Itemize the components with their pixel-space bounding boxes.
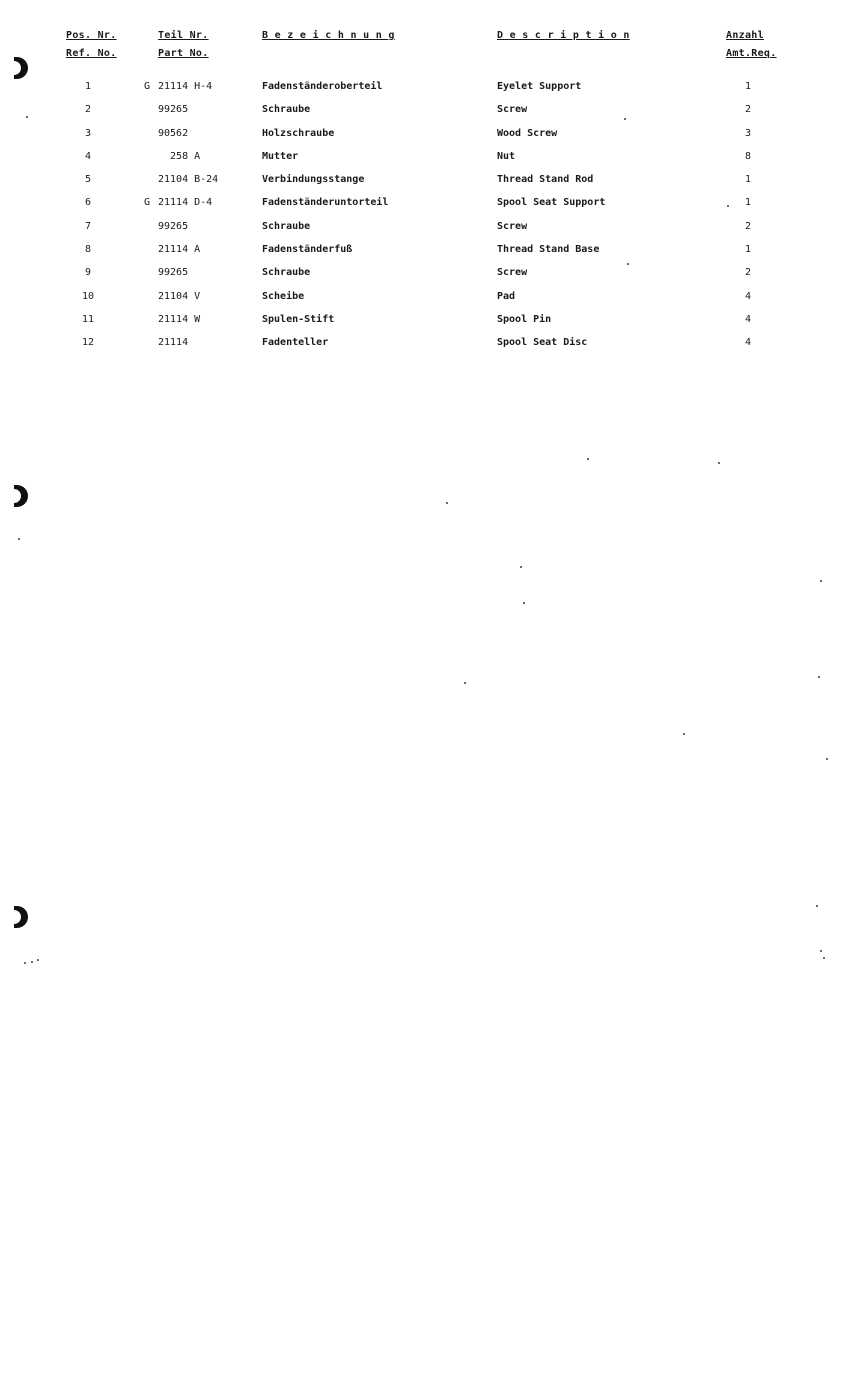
part-number: 21114 [158, 337, 189, 349]
scan-speck [26, 116, 28, 118]
scan-speck [820, 580, 822, 582]
table-row [0, 332, 850, 355]
german-name: Scheibe [262, 290, 305, 302]
english-description: Pad [497, 290, 516, 302]
ref-number: 11 [81, 313, 95, 325]
german-name: Fadenständeruntorteil [262, 197, 389, 209]
quantity: 1 [744, 197, 752, 209]
quantity: 1 [744, 174, 752, 186]
part-number: 99265 [158, 104, 189, 116]
ref-number: 6 [84, 197, 92, 209]
quantity: 4 [744, 290, 752, 302]
scan-speck [624, 118, 626, 120]
scan-speck [727, 205, 729, 207]
scan-speck [816, 905, 818, 907]
german-name: Schraube [262, 104, 311, 116]
group-marker: G [144, 197, 151, 209]
scan-speck [826, 758, 828, 760]
table-row [0, 216, 850, 239]
ref-number: 7 [84, 220, 92, 232]
part-number: 90562 [158, 127, 189, 139]
quantity: 4 [744, 337, 752, 349]
quantity: 2 [744, 220, 752, 232]
scan-speck [627, 263, 629, 265]
german-name: Schraube [262, 220, 311, 232]
german-name: Holzschraube [262, 127, 335, 139]
header-bezeichnung [262, 27, 395, 45]
header-part-en: Part No. [158, 48, 209, 59]
part-number: 21114 H-4 [158, 81, 213, 92]
ref-number: 2 [84, 104, 92, 116]
part-number: 258 A [158, 150, 201, 162]
header-part-nr [158, 27, 209, 63]
parts-table [0, 76, 850, 356]
binder-hole-bottom [14, 906, 28, 928]
part-number: 21114 W [158, 313, 201, 325]
english-description: Spool Seat Support [497, 197, 606, 209]
header-qty-de: Anzahl [726, 30, 764, 41]
header-desc-label: D e s c r i p t i o n [497, 30, 630, 41]
table-row [0, 309, 850, 332]
table-row [0, 192, 850, 215]
scan-speck [18, 538, 20, 540]
german-name: Schraube [262, 267, 311, 279]
ref-number: 9 [84, 267, 92, 279]
quantity: 4 [744, 313, 752, 325]
header-qty-en: Amt.Req. [726, 48, 777, 59]
header-part-de: Teil Nr. [158, 30, 209, 41]
ref-number: 5 [84, 174, 92, 186]
german-name: Verbindungsstange [262, 174, 365, 186]
english-description: Spool Seat Disc [497, 337, 588, 349]
binder-hole-middle [14, 485, 28, 507]
part-number: 21114 A [158, 244, 201, 256]
part-number: 99265 [158, 220, 189, 232]
english-description: Spool Pin [497, 313, 552, 325]
table-row [0, 169, 850, 192]
ref-number: 4 [84, 150, 92, 162]
part-number: 21104 B-24 [158, 174, 219, 186]
scan-speck [31, 961, 33, 963]
ref-number: 10 [81, 290, 95, 302]
scan-speck [446, 502, 448, 504]
scan-speck [37, 959, 39, 961]
scan-speck [587, 458, 589, 460]
part-number: 21114 D-4 [158, 197, 213, 209]
english-description: Screw [497, 104, 528, 116]
ref-number: 8 [84, 244, 92, 256]
scan-speck [464, 682, 466, 684]
scan-speck [823, 957, 825, 959]
english-description: Screw [497, 267, 528, 279]
group-marker: G [144, 81, 151, 92]
german-name: Fadenständerfuß [262, 244, 353, 256]
header-pos-en: Ref. No. [66, 48, 117, 59]
english-description: Wood Screw [497, 127, 558, 139]
part-number: 21104 V [158, 290, 201, 302]
english-description: Screw [497, 220, 528, 232]
scan-speck [818, 676, 820, 678]
english-description: Eyelet Support [497, 81, 582, 92]
table-row [0, 146, 850, 169]
german-name: Spulen-Stift [262, 313, 335, 325]
german-name: Fadenteller [262, 337, 329, 349]
quantity: 8 [744, 150, 752, 162]
quantity: 3 [744, 127, 752, 139]
table-row [0, 76, 850, 99]
table-row [0, 123, 850, 146]
table-row [0, 99, 850, 122]
header-pos-de: Pos. Nr. [66, 30, 117, 41]
scan-speck [523, 602, 525, 604]
table-row [0, 262, 850, 285]
scan-speck [683, 733, 685, 735]
header-quantity [726, 27, 777, 63]
scan-speck [718, 462, 720, 464]
english-description: Nut [497, 150, 516, 162]
quantity: 1 [744, 81, 752, 92]
header-description [497, 27, 630, 45]
part-number: 99265 [158, 267, 189, 279]
quantity: 2 [744, 104, 752, 116]
german-name: Mutter [262, 150, 299, 162]
ref-number: 12 [81, 337, 95, 349]
scan-speck [820, 950, 822, 952]
quantity: 2 [744, 267, 752, 279]
ref-number: 1 [84, 81, 92, 92]
header-pos-nr [66, 27, 117, 63]
quantity: 1 [744, 244, 752, 256]
english-description: Thread Stand Base [497, 244, 600, 256]
german-name: Fadenständeroberteil [262, 81, 383, 92]
header-bez-label: B e z e i c h n u n g [262, 30, 395, 41]
english-description: Thread Stand Rod [497, 174, 594, 186]
table-row [0, 239, 850, 262]
scan-speck [520, 566, 522, 568]
ref-number: 3 [84, 127, 92, 139]
table-row [0, 286, 850, 309]
scan-speck [24, 962, 26, 964]
